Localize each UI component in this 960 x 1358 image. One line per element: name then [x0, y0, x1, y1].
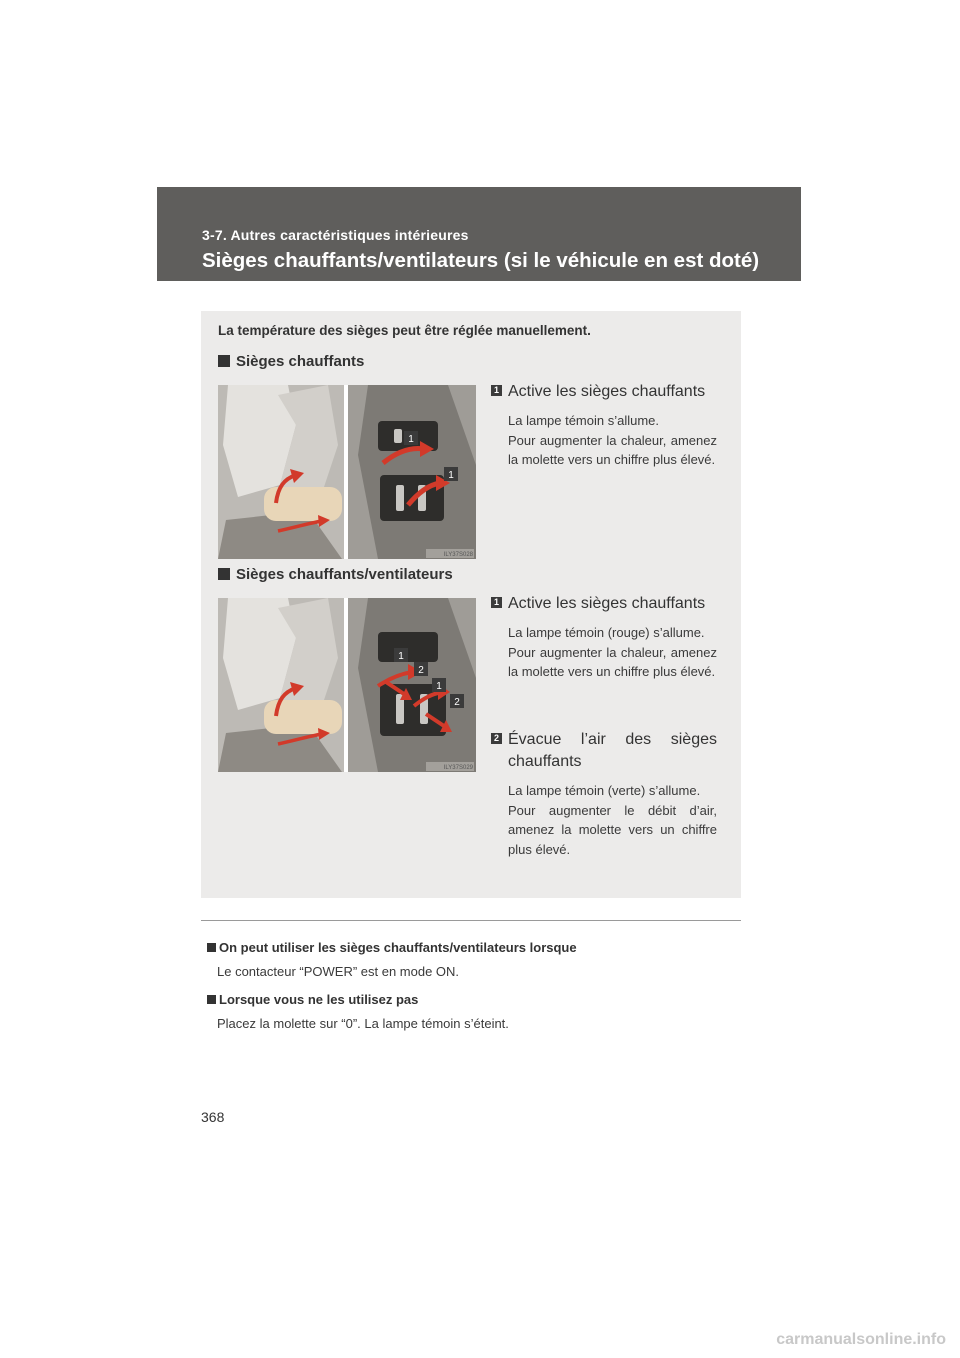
divider-rule: [201, 920, 741, 921]
step-title: Active les sièges chauffants: [508, 383, 706, 400]
step-heated-ventilated-1: [491, 593, 717, 682]
section-label: 3-7. Autres caractéristiques intérieures: [202, 227, 469, 243]
page-title: Sièges chauffants/ventilateurs (si le véhicule en est doté): [202, 249, 760, 272]
note-body: Le contacteur “POWER” est en mode ON.: [217, 964, 460, 979]
svg-text:2: 2: [418, 665, 424, 676]
note-usage-condition: [207, 940, 747, 979]
note-when-not-used: [207, 992, 747, 1031]
watermark: carmanualsonline.info: [776, 1331, 946, 1348]
note-title: On peut utiliser les sièges chauffants/ventilateurs lorsque: [207, 940, 747, 955]
intro-text: La température des sièges peut être réglée manuellement.: [218, 323, 591, 338]
svg-text:1: 1: [398, 651, 404, 662]
svg-text:1: 1: [408, 434, 414, 445]
svg-text:1: 1: [448, 470, 454, 481]
chapter-header: [157, 187, 801, 281]
step-title: Active les sièges chauffants: [508, 595, 706, 612]
step-description: La lampe témoin (verte) s’allume. Pour augmenter le débit d’air, amenez la molette vers un chiffre plus élevé.: [508, 783, 717, 857]
note-body: Placez la molette sur “0”. La lampe témoin s’éteint.: [217, 1016, 509, 1031]
content-box: [201, 311, 741, 898]
figure-code: ILY37S028: [443, 552, 473, 558]
step-heated-1: [491, 381, 717, 470]
figure-code: ILY37S029: [443, 765, 473, 771]
step-heated-ventilated-2: [491, 729, 717, 859]
page-number: 368: [201, 1109, 225, 1125]
figure-heated-seats: [218, 385, 476, 559]
step-number-badge: 2: [491, 733, 502, 744]
square-bullet-icon: [207, 995, 216, 1004]
svg-text:2: 2: [454, 697, 460, 708]
square-bullet-icon: [218, 568, 230, 580]
square-bullet-icon: [207, 943, 216, 952]
note-title: Lorsque vous ne les utilisez pas: [207, 992, 747, 1007]
step-number-badge: 1: [491, 385, 502, 396]
svg-text:1: 1: [436, 681, 442, 692]
subhead-heated-seats: Sièges chauffants: [218, 353, 364, 370]
square-bullet-icon: [218, 355, 230, 367]
step-description: La lampe témoin s’allume. Pour augmenter la chaleur, amenez la molette vers un chiffre plus élevé.: [508, 413, 717, 467]
step-number-badge: 1: [491, 597, 502, 608]
step-description: La lampe témoin (rouge) s’allume. Pour augmenter la chaleur, amenez la molette vers un chiffre plus élevé.: [508, 625, 717, 679]
figure-heated-ventilated-seats: [218, 598, 476, 772]
step-title: Évacue l’air des sièges chauffants: [508, 731, 717, 770]
subhead-heated-ventilated-seats: Sièges chauffants/ventilateurs: [218, 566, 453, 583]
